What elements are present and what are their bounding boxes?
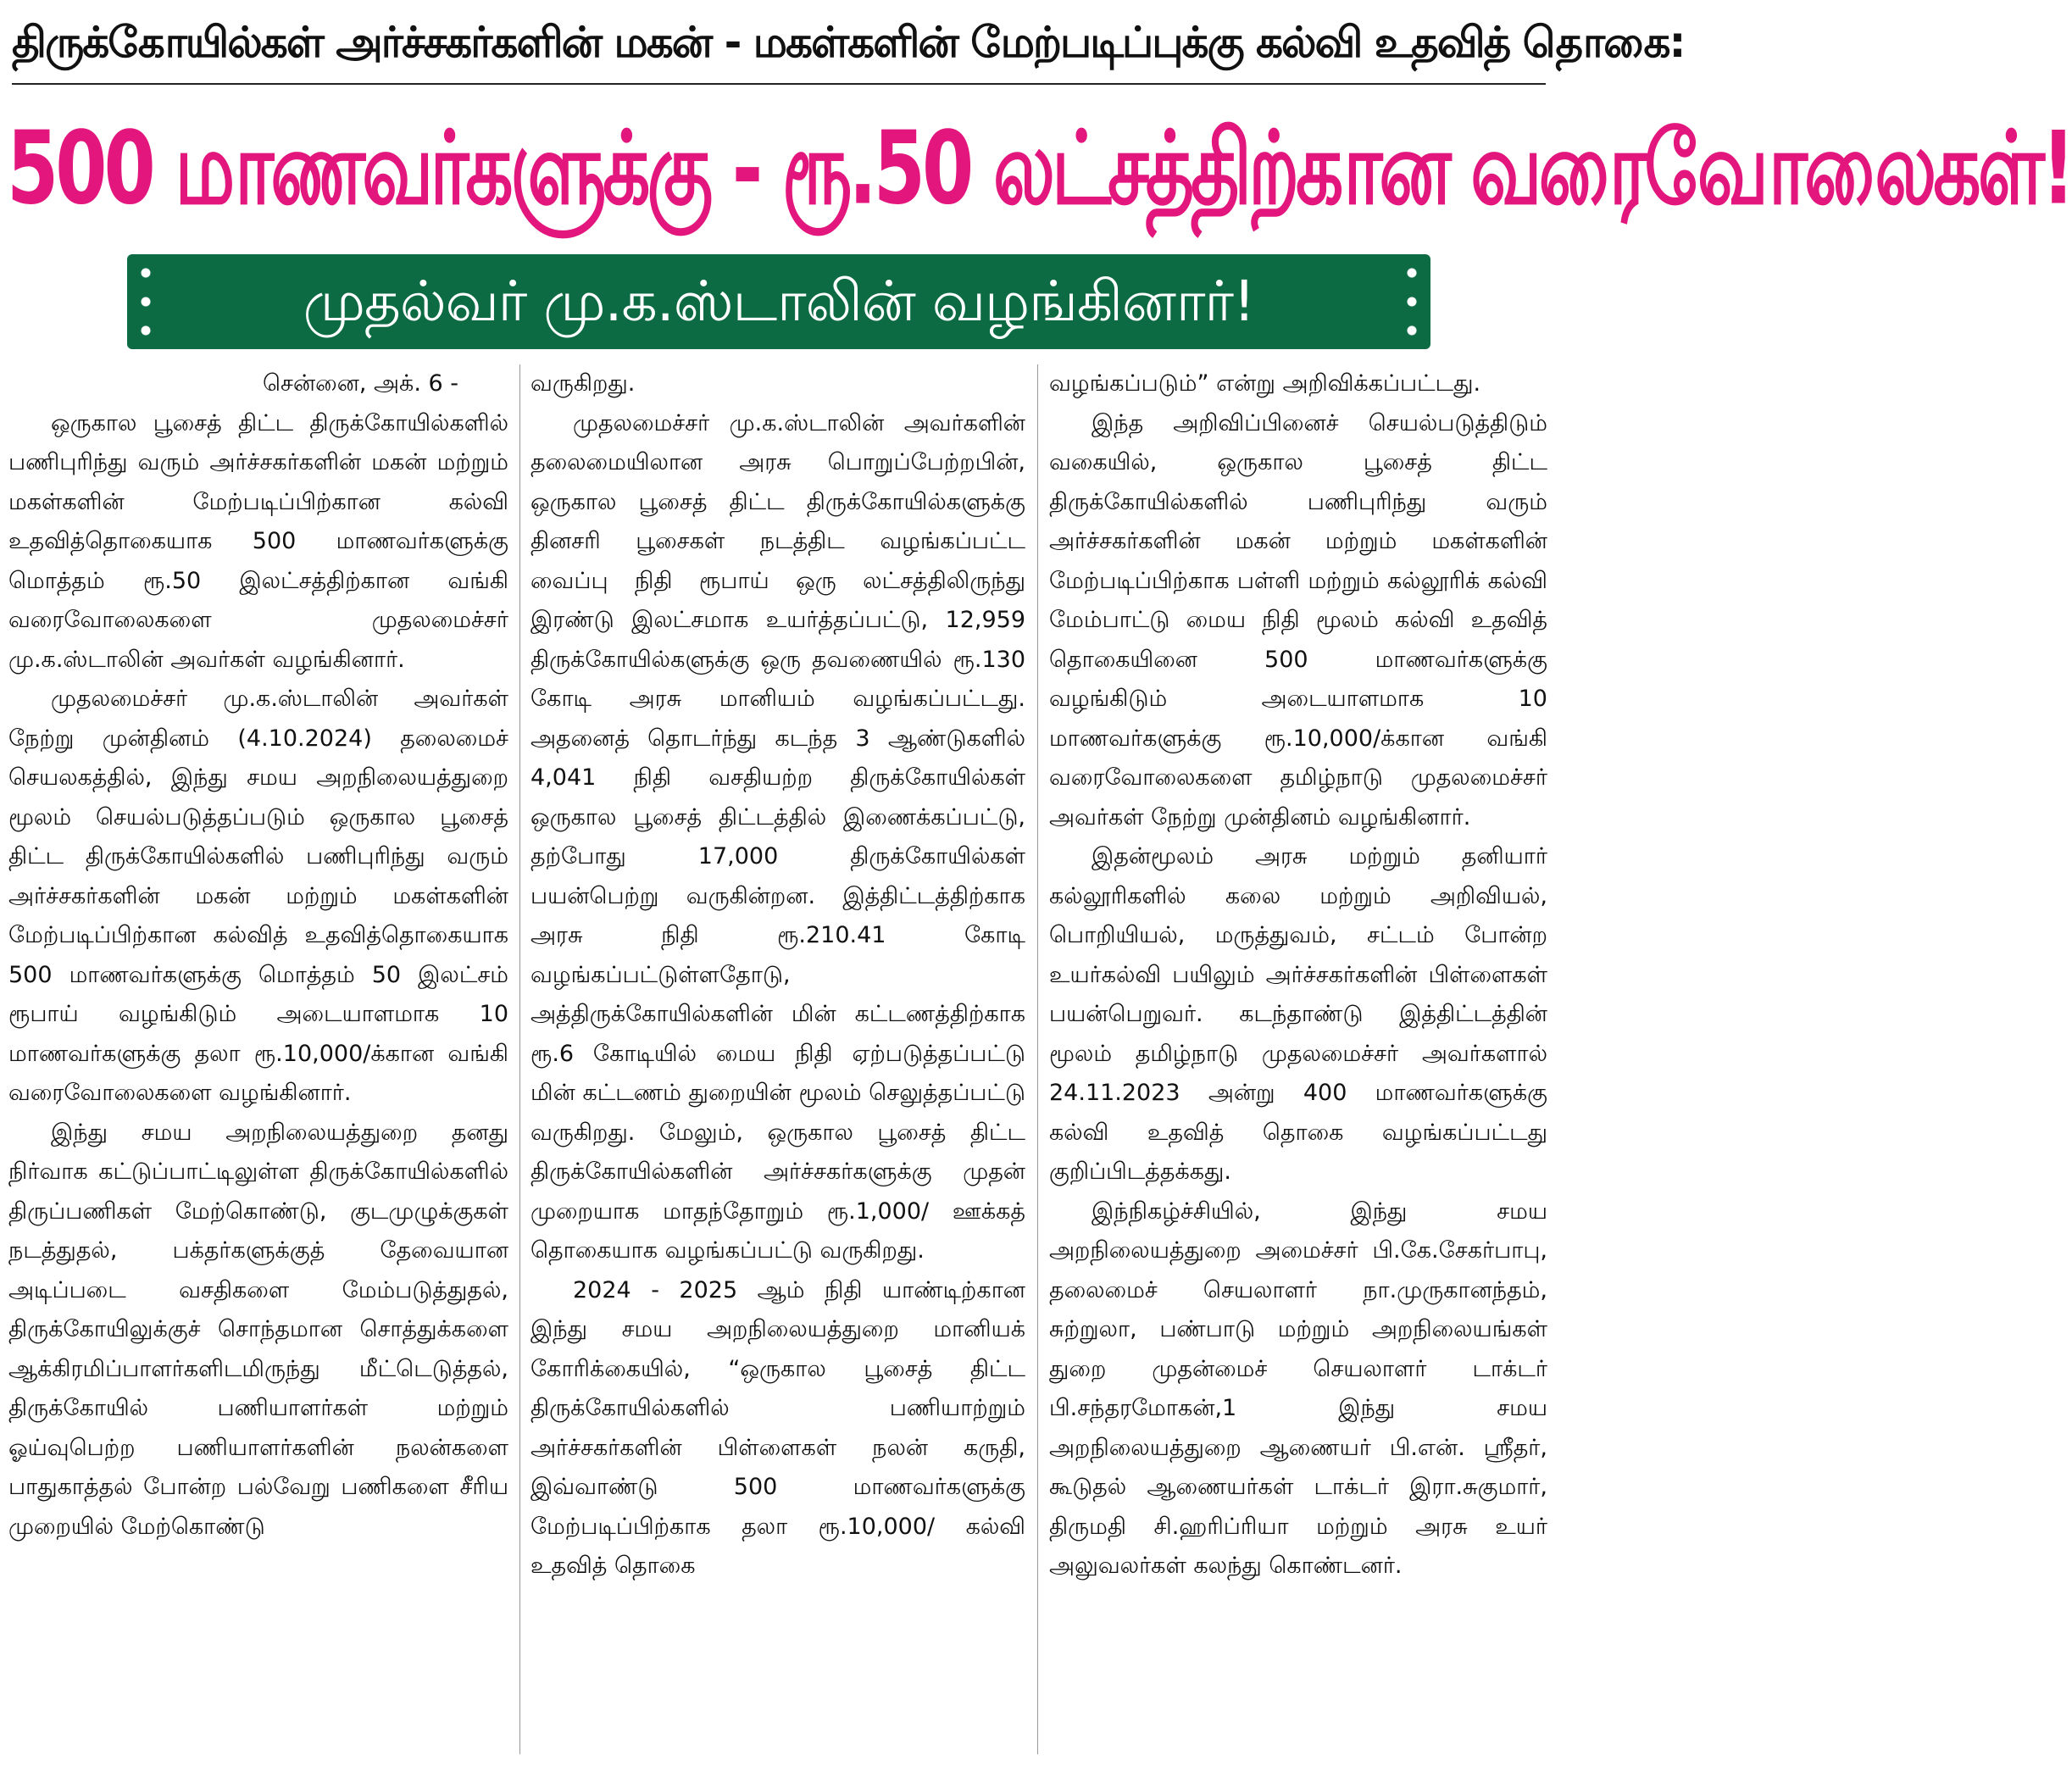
- banner-box: [127, 254, 1430, 349]
- paragraph: இந்நிகழ்ச்சியில், இந்து சமய அறநிலையத்துறை அமைச்சர் பி.கே.சேகர்பாபு, தலைமைச் செயலாளர் நா.முருகானந்தம், சுற்றுலா, பண்பாடு மற்றும் அறநிலையங்கள் துறை முதன்மைச் செயலாளர் டாக்டர் பி.சந்தரமோகன்,1 இந்து சமய அறநிலையத்துறை ஆணையர் பி.என். ஸ்ரீதர், கூடுதல் ஆணையர்கள் டாக்டர் இரா.சுகுமார், திருமதி சி.ஹரிப்ரியா மற்றும் அரசு உயர் அலுவலர்கள் கலந்து கொண்டனர்.: [1049, 1197, 1547, 1579]
- main-headline: 500 மாணவர்களுக்கு - ரூ.50 லட்சத்திற்கான வரைவோலைகள்!: [7, 108, 2072, 227]
- column-divider: [519, 364, 520, 1754]
- paragraph: வழங்கப்படும்” என்று அறிவிக்கப்பட்டது.: [1049, 370, 1481, 397]
- paragraph: இதன்மூலம் அரசு மற்றும் தனியார் கல்லூரிகளில் கலை மற்றும் அறிவியல், பொறியியல், மருத்துவம், சட்டம் போன்ற உயர்கல்வி பயிலும் அர்ச்சகர்களின் பிள்ளைகள் பயன்பெறுவர். கடந்தாண்டு இத்திட்டத்தின் மூலம் தமிழ்நாடு முதலமைச்சர் அவர்களால் 24.11.2023 அன்று 400 மாணவர்களுக்கு கல்வி உதவித் தொகை வழங்கப்பட்டது குறிப்பிடத்தக்கது.: [1049, 843, 1547, 1185]
- column-divider: [1037, 364, 1038, 1754]
- banner-title: முதல்வர் மு.க.ஸ்டாலின் வழங்கினார்!: [303, 269, 1255, 334]
- paragraph: முதலமைச்சர் மு.க.ஸ்டாலின் அவர்கள் நேற்று முன்தினம் (4.10.2024) தலைமைச் செயலகத்தில், இந்து சமய அறநிலையத்துறை மூலம் செயல்படுத்தப்படும் ஒருகால பூசைத் திட்ட திருக்கோயில்களில் பணிபுரிந்து வரும் அர்ச்சகர்களின் மகன் மற்றும் மகள்களின் மேற்படிப்பிற்கான கல்வித் உதவித்தொகையாக 500 மாணவர்களுக்கு மொத்தம் 50 இலட்சம் ரூபாய் வழங்கிடும் அடையாளமாக 10 மாணவர்களுக்கு தலா ரூ.10,000/க்கான வங்கி வரைவோலைகளை வழங்கினார்.: [8, 686, 508, 1106]
- article-column-3: [1049, 364, 1547, 1763]
- dateline: சென்னை, அக். 6 -: [263, 370, 458, 397]
- paragraph: வருகிறது.: [530, 370, 636, 397]
- kicker-heading: திருக்கோயில்கள் அர்ச்சகர்களின் மகன் - மகள்களின் மேற்படிப்புக்கு கல்வி உதவித் தொகை:: [12, 18, 1685, 67]
- paragraph: ஒருகால பூசைத் திட்ட திருக்கோயில்களில் பணிபுரிந்து வரும் அர்ச்சகர்களின் மகன் மற்றும் மகள்களின் மேற்படிப்பிற்கான கல்வி உதவித்தொகையாக 500 மாணவர்களுக்கு மொத்தம் ரூ.50 இலட்சத்திற்கான வங்கி வரைவோலைகளை முதலமைச்சர் மு.க.ஸ்டாலின் அவர்கள் வழங்கினார்.: [8, 409, 508, 673]
- paragraph: 2024 - 2025 ஆம் நிதி யாண்டிற்கான இந்து சமய அறநிலையத்துறை மானியக் கோரிக்கையில், “ஒருகால பூசைத் திட்ட திருக்கோயில்களில் பணியாற்றும் அர்ச்சகர்களின் பிள்ளைகள் நலன் கருதி, இவ்வாண்டு 500 மாணவர்களுக்கு மேற்படிப்பிற்காக தலா ரூ.10,000/ கல்வி உதவித் தொகை: [530, 1276, 1025, 1579]
- article-column-1: [8, 364, 508, 1763]
- paragraph: இந்து சமய அறநிலையத்துறை தனது நிர்வாக கட்டுப்பாட்டிலுள்ள திருக்கோயில்களில் திருப்பணிகள் மேற்கொண்டு, குடமுழுக்குகள் நடத்துதல், பக்தர்களுக்குத் தேவையான அடிப்படை வசதிகளை மேம்படுத்துதல், திருக்கோயிலுக்குச் சொந்தமான சொத்துக்களை ஆக்கிரமிப்பாளர்களிடமிருந்து மீட்டெடுத்தல், திருக்கோயில் பணியாளர்கள் மற்றும் ஓய்வுபெற்ற பணியாளர்களின் நலன்களை பாதுகாத்தல் போன்ற பல்வேறு பணிகளை சீரிய முறையில் மேற்கொண்டு: [8, 1119, 508, 1540]
- article-column-2: [530, 364, 1025, 1763]
- paragraph: இந்த அறிவிப்பினைச் செயல்படுத்திடும் வகையில், ஒருகால பூசைத் திட்ட திருக்கோயில்களில் பணிபுரிந்து வரும் அர்ச்சகர்களின் மகன் மற்றும் மகள்களின் மேற்படிப்பிற்காக பள்ளி மற்றும் கல்லூரிக் கல்வி மேம்பாட்டு மைய நிதி மூலம் கல்வி உதவித் தொகையினை 500 மாணவர்களுக்கு வழங்கிடும் அடையாளமாக 10 மாணவர்களுக்கு ரூ.10,000/க்கான வங்கி வரைவோலைகளை தமிழ்நாடு முதலமைச்சர் அவர்கள் நேற்று முன்தினம் வழங்கினார்.: [1049, 409, 1547, 831]
- paragraph: முதலமைச்சர் மு.க.ஸ்டாலின் அவர்களின் தலைமையிலான அரசு பொறுப்பேற்றபின், ஒருகால பூசைத் திட்ட திருக்கோயில்களுக்கு தினசரி பூசைகள் நடத்திட வழங்கப்பட்ட வைப்பு நிதி ரூபாய் ஒரு லட்சத்திலிருந்து இரண்டு இலட்சமாக உயர்த்தப்பட்டு, 12,959 திருக்கோயில்களுக்கு ஒரு தவணையில் ரூ.130 கோடி அரசு மானியம் வழங்கப்பட்டது. அதனைத் தொடர்ந்து கடந்த 3 ஆண்டுகளில் 4,041 நிதி வசதியற்ற திருக்கோயில்கள் ஒருகால பூசைத் திட்டத்தில் இணைக்கப்பட்டு, தற்போது 17,000 திருக்கோயில்கள் பயன்பெற்று வருகின்றன. இத்திட்டத்திற்காக அரசு நிதி ரூ.210.41 கோடி வழங்கப்பட்டுள்ளதோடு, அத்திருக்கோயில்களின் மின் கட்டணத்திற்காக ரூ.6 கோடியில் மைய நிதி ஏற்படுத்தப்பட்டு மின் கட்டணம் துறையின் மூலம் செலுத்தப்பட்டு வருகிறது. மேலும், ஒருகால பூசைத் திட்ட திருக்கோயில்களின் அர்ச்சகர்களுக்கு முதன் முறையாக மாதந்தோறும் ரூ.1,000/ ஊக்கத் தொகையாக வழங்கப்பட்டு வருகிறது.: [530, 409, 1025, 1264]
